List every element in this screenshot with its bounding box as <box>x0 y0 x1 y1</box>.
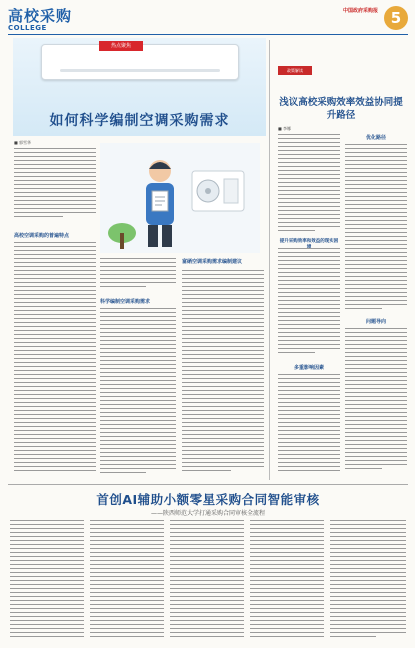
policy-tag: 政策解读 <box>278 66 312 75</box>
engineer-illustration <box>100 143 260 253</box>
lower-body-col4 <box>250 520 324 642</box>
right-body-b1 <box>345 144 407 314</box>
feature-body-col1 <box>14 242 96 476</box>
right-body-a2 <box>278 248 340 358</box>
ac-vent <box>60 69 220 72</box>
right-subhead-4: 问题导向 <box>365 319 386 325</box>
feature-tag: 热点聚焦 <box>99 41 143 51</box>
lower-body-col3 <box>170 520 244 642</box>
lower-body-col5 <box>330 520 406 642</box>
feature-subhead-1: 高校空调采购的普遍特点 <box>14 233 70 239</box>
right-body-a1 <box>278 134 340 234</box>
feature-byline: ■ 郭雪华 <box>14 140 32 145</box>
feature-subhead-2: 科学编制空调采购需求 <box>100 299 151 305</box>
section-subtitle: COLLEGE <box>8 24 47 32</box>
feature-body-col1-top <box>14 148 96 228</box>
feature-headline: 如何科学编制空调采购需求 <box>49 113 230 129</box>
feature-body-col2-top <box>100 258 176 298</box>
right-body-b2 <box>345 328 407 476</box>
header-rule <box>8 34 408 35</box>
right-byline: ■ 李娜 <box>278 126 292 131</box>
paper-name: 中国政府采购报 <box>342 8 378 14</box>
section-divider <box>8 484 408 485</box>
right-headline: 浅议高校采购效率效益协同提升路径 <box>279 97 403 121</box>
right-subhead-1: 提升采购效率和效益的现实困 <box>279 239 339 244</box>
feature-body-col2 <box>100 308 176 476</box>
feature-banner <box>13 38 266 136</box>
right-subhead-3: 优化路径 <box>365 135 386 141</box>
right-subhead-2: 多重影响因素 <box>293 365 324 371</box>
feature-body-col3 <box>182 270 264 476</box>
lower-subheadline: ——陕西师范大学打通采购合同审核全流程 <box>150 510 265 517</box>
lower-body-col2 <box>90 520 164 642</box>
page-number-badge: 5 <box>384 6 408 30</box>
section-title: 高校采购 <box>8 7 73 25</box>
lower-headline: 首创AI辅助小额零星采购合同智能审核 <box>96 492 320 507</box>
column-divider <box>269 40 270 480</box>
right-body-a3 <box>278 374 340 476</box>
feature-subhead-3: 富硒空调采购需求编制建议 <box>182 259 243 265</box>
lower-body-col1 <box>10 520 84 642</box>
